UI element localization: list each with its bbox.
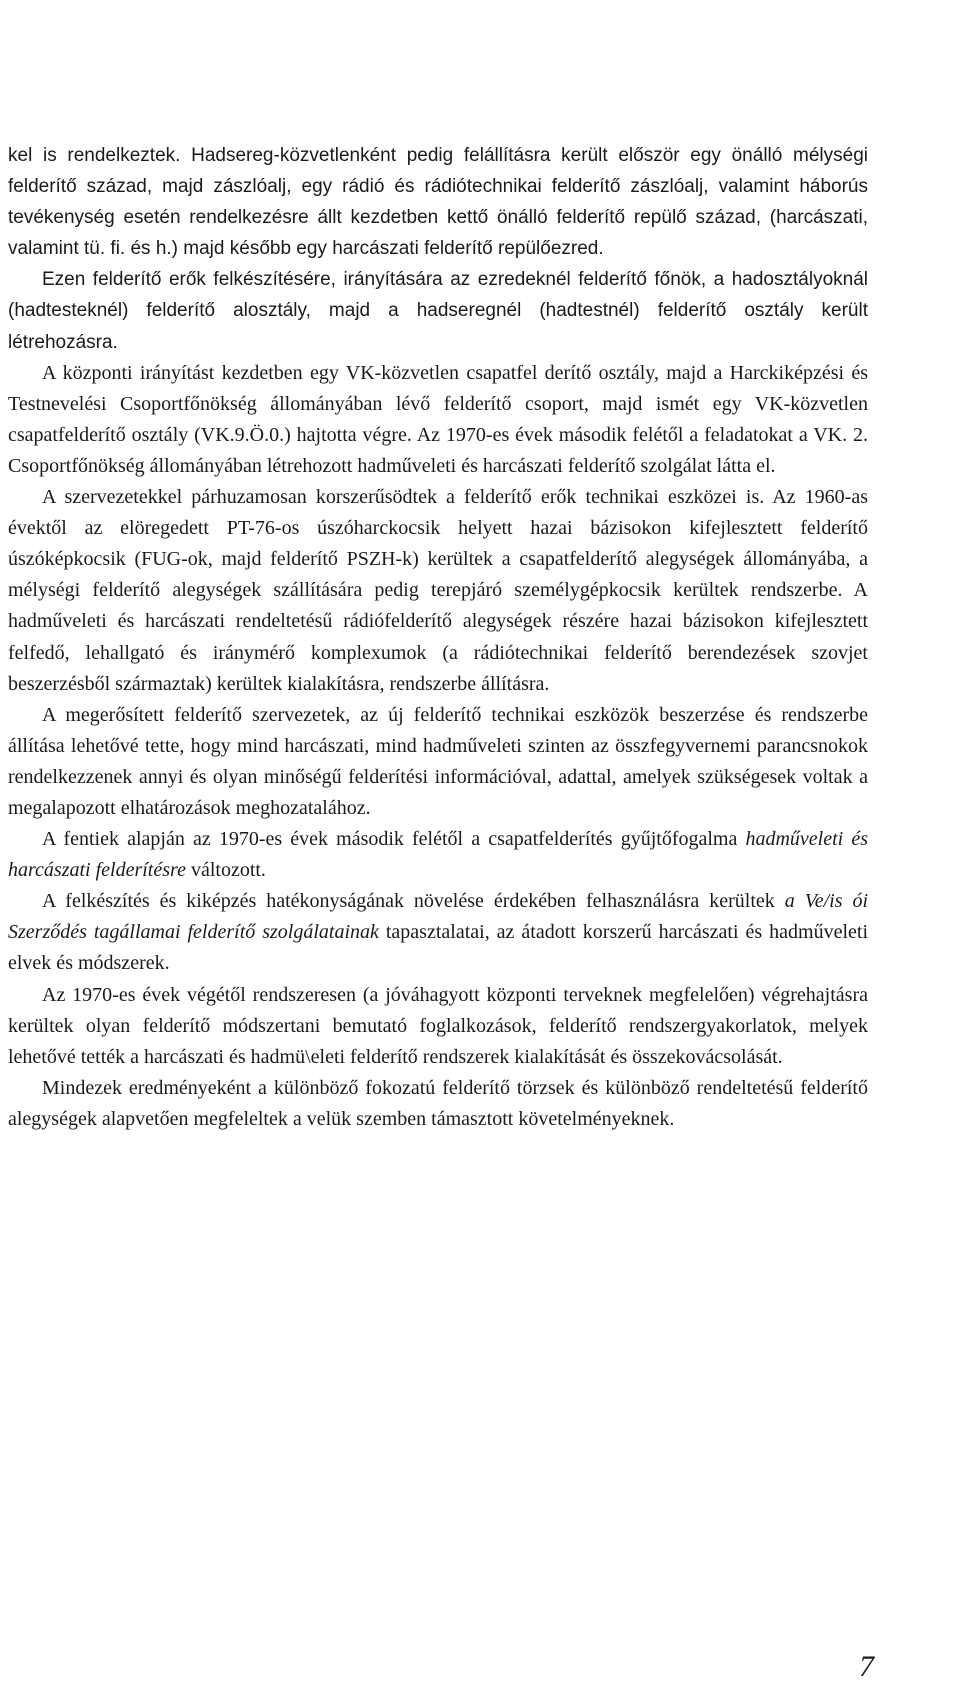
paragraph-2: Ezen felderítő erők felkészítésére, irányítására az ezredeknél felderítő főnök, a hadosztályoknál (hadtesteknél) felderítő alosztály, majd a hadseregnél (hadtestnél) felderítő osztály került létrehozásra. <box>8 269 868 353</box>
body-text <box>8 140 868 1135</box>
paragraph-7-after: tapasztalatai, az átadott korszerű harcászati és hadműveleti elvek és módszerek. <box>8 921 868 975</box>
paragraph-5: A megerősített felderítő szervezetek, az új felderítő technikai eszközök beszerzése és rendszerbe állítása lehetővé tette, hogy mind harcászati, mind hadműveleti szinten az összfegyvernemi parancsnokok rendelkezzenek annyi és olyan minőségű felderítési információval, adattal, amelyek szükségesek voltak a megalapozott elhatározások meghozatalához. <box>8 703 868 819</box>
paragraph-6-after: változott. <box>185 859 266 882</box>
paragraph-8: Az 1970-es évek végétől rendszeresen (a jóváhagyott központi terveknek megfelelően) végrehajtásra kerültek olyan felderítő módszertani bemutató foglalkozások, felderítő rendszergyakorlatok, melyek lehetővé tették a harcászati és hadmü\eleti felderítő rendszerek kialakítását és összekovácsolását. <box>8 983 868 1068</box>
paragraph-9: Mindezek eredményeként a különböző fokozatú felderítő törzsek és különböző rendeltetésű felderítő alegységek alapvetően megfeleltek a velük szemben támasztott követelményeknek. <box>8 1076 868 1130</box>
paragraph-6 <box>8 824 868 886</box>
paragraph-7 <box>8 886 868 979</box>
paragraph-6-before: A fentiek alapján az 1970-es évek második felétől a csapatfelderítés gyűjtőfogalma <box>42 828 746 851</box>
paragraph-1: kel is rendelkeztek. Hadsereg-közvetlenként pedig felállításra került először egy önálló mélységi felderítő század, majd zászlóalj, egy rádió és rádiótechnikai felderítő zászlóalj, valamint háborús tevékenység esetén rendelkezésre állt kezdetben kettő önálló felderítő repülő század, (harcászati, valamint tü. fi. és h.) majd később egy harcászati felderítő repülőezred. <box>8 145 868 260</box>
paragraph-6-italic: hadműveleti és harcászati felderítésre <box>8 828 868 882</box>
paragraph-7-italic: a Ve/is ói Szerződés tagállamai felderítő szolgálatainak <box>8 890 868 944</box>
paragraph-3: A központi irányítást kezdetben egy VK-közvetlen csapatfel derítő osztály, majd a Harckiképzési és Testnevelési Csoportfőnökség állományában lévő felderítő csoport, majd ismét egy VK-közvetlen csapatfelderítő osztály (VK.9.Ö.0.) hajtotta végre. Az 1970-es évek második felétől a feladatokat a VK. 2. Csoportfőnökség állományában létrehozott hadműveleti és harcászati felderítő szolgálat látta el. <box>8 361 868 477</box>
page-number: 7 <box>859 1650 874 1683</box>
paragraph-7-before: A felkészítés és kiképzés hatékonyságának növelése érdekében felhasználásra kerültek <box>42 890 785 913</box>
paragraph-4: A szervezetekkel párhuzamosan korszerűsödtek a felderítő erők technikai eszközei is. Az 1960-as évektől az elöregedett PT-76-os úszóharckocsik helyett hazai bázisokon kifejlesztett felderítő úszóképkocsik (FUG-ok, majd felderítő PSZH-k) kerültek a csapatfelderítő alegységek állományába, a mélységi felderítő alegységek szállítására pedig terepjáró személygépkocsik kerültek rendszerbe. A hadműveleti és harcászati rendeltetésű rádiófelderítő alegységek részére hazai bázisokon kifejlesztett felfedő, lehallgató és iránymérő komplexumok (a rádiótechnikai felderítő berendezések szovjet beszerzésből származtak) kerültek kialakításra, rendszerbe állításra. <box>8 486 868 695</box>
